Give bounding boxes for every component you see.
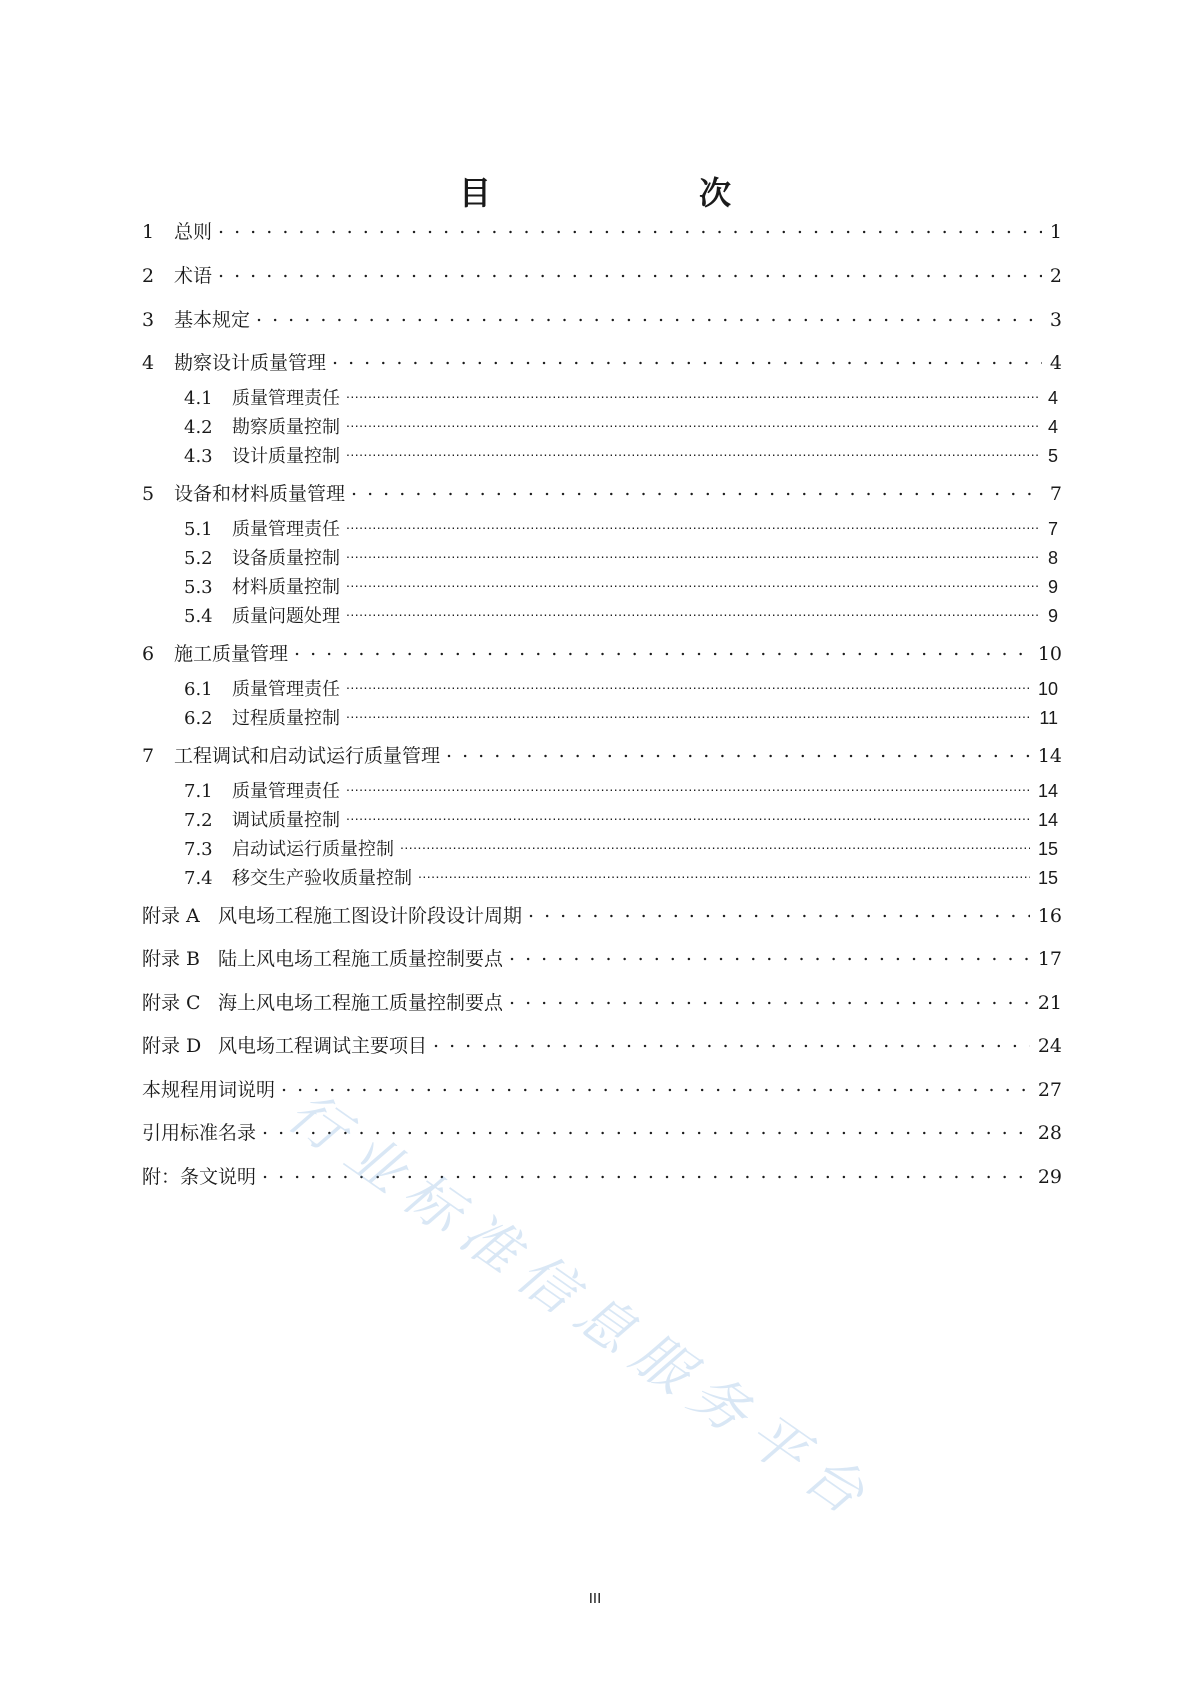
toc-entry-number: 7 xyxy=(142,745,155,767)
toc-dot-leader xyxy=(509,946,1030,965)
toc-entry-page: 28 xyxy=(1037,1122,1062,1144)
toc-entry[interactable] xyxy=(184,836,1058,862)
toc-entry-label: 附：条文说明 xyxy=(142,1166,257,1188)
toc-dot-leader xyxy=(346,604,1040,622)
toc-entry[interactable] xyxy=(184,603,1058,629)
toc-entry-number: 7.2 xyxy=(184,810,213,831)
toc-dot-leader xyxy=(346,779,1030,797)
toc-entry-number: 附录 D xyxy=(142,1035,202,1057)
toc-entry[interactable] xyxy=(142,742,1062,770)
toc-dot-leader xyxy=(346,415,1040,433)
toc-entry-page: 1 xyxy=(1049,221,1062,243)
toc-entry-label: 设备和材料质量管理 xyxy=(174,483,346,505)
toc-dot-leader xyxy=(446,743,1030,762)
toc-entry-page: 11 xyxy=(1039,708,1058,728)
toc-entry-page: 10 xyxy=(1037,679,1058,699)
toc-entry[interactable] xyxy=(142,945,1062,973)
toc-entry[interactable] xyxy=(184,778,1058,804)
toc-entry-label: 术语 xyxy=(174,265,213,287)
toc-entry-label: 质量管理责任 xyxy=(232,519,340,540)
toc-entry-label: 本规程用词说明 xyxy=(142,1079,276,1101)
toc-entry-number: 4.3 xyxy=(184,446,213,467)
toc-dot-leader xyxy=(262,1120,1030,1139)
toc-entry-page: 21 xyxy=(1037,992,1062,1014)
toc-entry-label: 过程质量控制 xyxy=(232,708,340,729)
toc-entry[interactable] xyxy=(142,349,1062,377)
toc-entry-page: 14 xyxy=(1037,810,1058,830)
toc-dot-leader xyxy=(294,641,1030,660)
toc-entry-page: 3 xyxy=(1049,309,1062,331)
toc-entry-page: 4 xyxy=(1049,352,1062,374)
toc-dot-leader xyxy=(256,307,1042,326)
toc-dot-leader xyxy=(218,263,1042,282)
toc-entry[interactable] xyxy=(184,676,1058,702)
toc-entry-page: 15 xyxy=(1037,839,1058,859)
toc-dot-leader xyxy=(528,903,1030,922)
toc-entry-number: 附录 A xyxy=(142,905,200,927)
toc-dot-leader xyxy=(418,866,1030,884)
toc-entry-page: 9 xyxy=(1047,577,1058,597)
toc-entry-number: 附录 B xyxy=(142,948,201,970)
toc-entry-label: 质量管理责任 xyxy=(232,388,340,409)
toc-entry[interactable] xyxy=(184,385,1058,411)
toc-entry-page: 2 xyxy=(1049,265,1062,287)
toc-entry[interactable] xyxy=(142,1119,1062,1147)
toc-entry[interactable] xyxy=(184,545,1058,571)
toc-dot-leader xyxy=(262,1164,1030,1183)
toc-entry-number: 4 xyxy=(142,352,155,374)
toc-dot-leader xyxy=(346,546,1040,564)
toc-dot-leader xyxy=(346,517,1040,535)
toc-entry-page: 10 xyxy=(1037,643,1062,665)
watermark: 行业标准信息服务平台 xyxy=(275,1079,887,1535)
toc-entry-number: 4.1 xyxy=(184,388,213,409)
toc-entry-page: 29 xyxy=(1037,1166,1062,1188)
toc-entry-label: 风电场工程施工图设计阶段设计周期 xyxy=(218,905,523,927)
toc-entry-number: 附录 C xyxy=(142,992,201,1014)
toc-entry-number: 7.1 xyxy=(184,781,213,802)
toc-entry-label: 质量管理责任 xyxy=(232,679,340,700)
toc-entry-label: 移交生产验收质量控制 xyxy=(232,868,412,889)
toc-entry-label: 质量管理责任 xyxy=(232,781,340,802)
toc-entry-number: 7.4 xyxy=(184,868,213,889)
toc-entry-number: 6 xyxy=(142,643,155,665)
toc-entry-number: 4.2 xyxy=(184,417,213,438)
toc-dot-leader xyxy=(218,219,1042,238)
toc-dot-leader xyxy=(281,1077,1030,1096)
toc-entry-label: 风电场工程调试主要项目 xyxy=(218,1035,428,1057)
toc-entry[interactable] xyxy=(184,574,1058,600)
toc-dot-leader xyxy=(346,706,1031,724)
toc-dot-leader xyxy=(346,677,1030,695)
toc-entry-label: 工程调试和启动试运行质量管理 xyxy=(174,745,441,767)
toc-entry-number: 6.1 xyxy=(184,679,213,700)
toc-entry-number: 2 xyxy=(142,265,155,287)
toc-entry[interactable] xyxy=(142,1163,1062,1191)
toc-dot-leader xyxy=(346,808,1030,826)
toc-entry[interactable] xyxy=(142,989,1062,1017)
toc-entry[interactable] xyxy=(184,516,1058,542)
toc-dot-leader xyxy=(351,481,1042,500)
toc-entry[interactable] xyxy=(142,262,1062,290)
toc-dot-leader xyxy=(346,444,1040,462)
toc-dot-leader xyxy=(400,837,1030,855)
toc-entry-page: 17 xyxy=(1037,948,1062,970)
toc-entry[interactable] xyxy=(142,1032,1062,1060)
toc-entry-number: 1 xyxy=(142,221,155,243)
toc-entry-number: 3 xyxy=(142,309,155,331)
toc-entry-label: 启动试运行质量控制 xyxy=(232,839,394,860)
toc-entry-page: 4 xyxy=(1047,417,1058,437)
toc-entry-number: 5.4 xyxy=(184,606,213,627)
toc-entry-page: 15 xyxy=(1037,868,1058,888)
toc-entry-number: 5 xyxy=(142,483,155,505)
toc-entry-label: 材料质量控制 xyxy=(232,577,340,598)
toc-entry-number: 5.3 xyxy=(184,577,213,598)
toc-entry[interactable] xyxy=(184,705,1058,731)
toc-entry-page: 8 xyxy=(1047,548,1058,568)
toc-entry[interactable] xyxy=(142,640,1062,668)
toc-title: 目 次 xyxy=(458,174,779,212)
toc-entry-number: 5.1 xyxy=(184,519,213,540)
toc-dot-leader xyxy=(346,386,1040,404)
toc-entry-page: 7 xyxy=(1049,483,1062,505)
toc-entry-label: 设计质量控制 xyxy=(232,446,340,467)
toc-entry-number: 6.2 xyxy=(184,708,213,729)
toc-entry[interactable] xyxy=(184,414,1058,440)
toc-entry-label: 基本规定 xyxy=(174,309,251,331)
toc-entry-label: 质量问题处理 xyxy=(232,606,340,627)
toc-entry-page: 14 xyxy=(1037,745,1062,767)
toc-dot-leader xyxy=(509,990,1030,1009)
toc-entry[interactable] xyxy=(184,865,1058,891)
toc-entry-page: 5 xyxy=(1047,446,1058,466)
toc-entry-label: 陆上风电场工程施工质量控制要点 xyxy=(218,948,504,970)
toc-entry-label: 施工质量管理 xyxy=(174,643,289,665)
toc-dot-leader xyxy=(433,1033,1030,1052)
toc-dot-leader xyxy=(346,575,1040,593)
toc-entry-label: 海上风电场工程施工质量控制要点 xyxy=(218,992,504,1014)
page-number: III xyxy=(588,1590,602,1607)
toc-entry-number: 7.3 xyxy=(184,839,213,860)
toc-entry-page: 14 xyxy=(1037,781,1058,801)
toc-entry-label: 设备质量控制 xyxy=(232,548,340,569)
toc-entry[interactable] xyxy=(142,218,1062,246)
toc-entry-label: 调试质量控制 xyxy=(232,810,340,831)
toc-entry-page: 16 xyxy=(1037,905,1062,927)
toc-entry[interactable] xyxy=(142,306,1062,334)
toc-entry[interactable] xyxy=(184,807,1058,833)
toc-entry-label: 引用标准名录 xyxy=(142,1122,257,1144)
toc-entry-label: 总则 xyxy=(174,221,213,243)
toc-entry-page: 7 xyxy=(1047,519,1058,539)
toc-entry-page: 4 xyxy=(1047,388,1058,408)
toc-entry[interactable] xyxy=(184,443,1058,469)
toc-entry-label: 勘察设计质量管理 xyxy=(174,352,327,374)
toc-entry[interactable] xyxy=(142,1076,1062,1104)
toc-entry-page: 27 xyxy=(1037,1079,1062,1101)
toc-entry[interactable] xyxy=(142,480,1062,508)
toc-entry-number: 5.2 xyxy=(184,548,213,569)
toc-entry-page: 24 xyxy=(1037,1035,1062,1057)
toc-entry[interactable] xyxy=(142,902,1062,930)
toc-dot-leader xyxy=(332,350,1042,369)
toc-entry-page: 9 xyxy=(1047,606,1058,626)
toc-entry-label: 勘察质量控制 xyxy=(232,417,340,438)
